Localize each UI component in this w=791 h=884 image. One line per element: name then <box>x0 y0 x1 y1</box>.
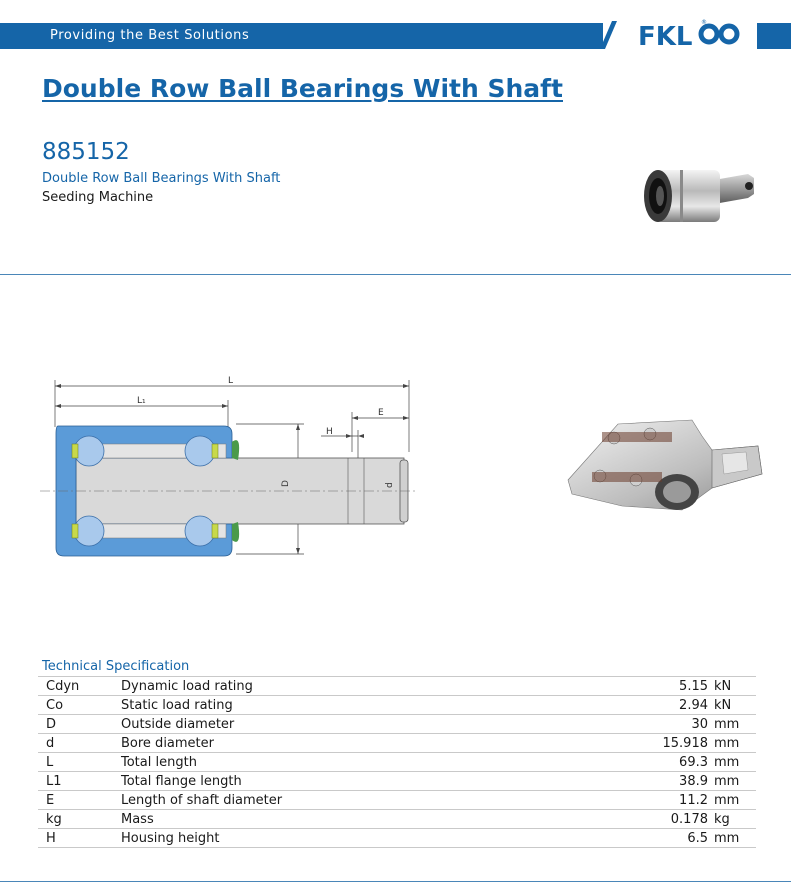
spec-row <box>38 696 756 715</box>
spec-symbol: Co <box>38 696 121 715</box>
spec-unit: mm <box>714 734 756 753</box>
fkl-logo <box>598 15 758 55</box>
label-D: D <box>281 480 291 487</box>
spec-row <box>38 734 756 753</box>
spec-value: 11.2 <box>541 791 714 810</box>
spec-symbol: L1 <box>38 772 121 791</box>
page-title: Double Row Ball Bearings With Shaft <box>42 74 563 103</box>
spec-value: 0.178 <box>541 810 714 829</box>
spec-unit: mm <box>714 715 756 734</box>
spec-description: Dynamic load rating <box>121 677 541 696</box>
spec-row <box>38 810 756 829</box>
spec-row <box>38 677 756 696</box>
spec-symbol: H <box>38 829 121 848</box>
section-divider <box>0 274 791 275</box>
part-description: Double Row Ball Bearings With Shaft <box>42 171 281 186</box>
spec-description: Bore diameter <box>121 734 541 753</box>
spec-symbol: E <box>38 791 121 810</box>
spec-value: 2.94 <box>541 696 714 715</box>
tagline: Providing the Best Solutions <box>50 28 250 43</box>
spec-description: Outside diameter <box>121 715 541 734</box>
spec-value: 69.3 <box>541 753 714 772</box>
spec-symbol: D <box>38 715 121 734</box>
header-band-right <box>757 23 791 49</box>
spec-description: Length of shaft diameter <box>121 791 541 810</box>
spec-row <box>38 772 756 791</box>
spec-value: 6.5 <box>541 829 714 848</box>
spec-symbol: L <box>38 753 121 772</box>
spec-row <box>38 753 756 772</box>
spec-row <box>38 791 756 810</box>
label-d: d <box>385 482 395 488</box>
spec-symbol: kg <box>38 810 121 829</box>
label-L1: L₁ <box>137 396 146 406</box>
part-number: 885152 <box>42 139 130 165</box>
spec-unit: kN <box>714 677 756 696</box>
spec-description: Static load rating <box>121 696 541 715</box>
label-L: L <box>228 376 234 386</box>
product-photo <box>636 160 762 236</box>
spec-value: 30 <box>541 715 714 734</box>
part-application: Seeding Machine <box>42 190 154 205</box>
label-H: H <box>326 427 333 437</box>
spec-description: Total length <box>121 753 541 772</box>
cutaway-view <box>562 410 772 520</box>
spec-row <box>38 715 756 734</box>
spec-title: Technical Specification <box>42 659 190 674</box>
spec-table <box>38 676 756 848</box>
label-E: E <box>378 408 384 418</box>
spec-unit: kN <box>714 696 756 715</box>
spec-description: Total flange length <box>121 772 541 791</box>
spec-description: Housing height <box>121 829 541 848</box>
spec-value: 5.15 <box>541 677 714 696</box>
spec-unit: mm <box>714 753 756 772</box>
technical-drawing <box>36 372 416 572</box>
svg-text:®: ® <box>701 19 707 26</box>
footer-divider <box>0 881 791 882</box>
spec-value: 38.9 <box>541 772 714 791</box>
spec-unit: mm <box>714 791 756 810</box>
spec-unit: mm <box>714 772 756 791</box>
spec-unit: kg <box>714 810 756 829</box>
spec-unit: mm <box>714 829 756 848</box>
spec-symbol: Cdyn <box>38 677 121 696</box>
spec-row <box>38 829 756 848</box>
spec-value: 15.918 <box>541 734 714 753</box>
spec-symbol: d <box>38 734 121 753</box>
logo-text: FKL <box>638 22 693 52</box>
spec-description: Mass <box>121 810 541 829</box>
